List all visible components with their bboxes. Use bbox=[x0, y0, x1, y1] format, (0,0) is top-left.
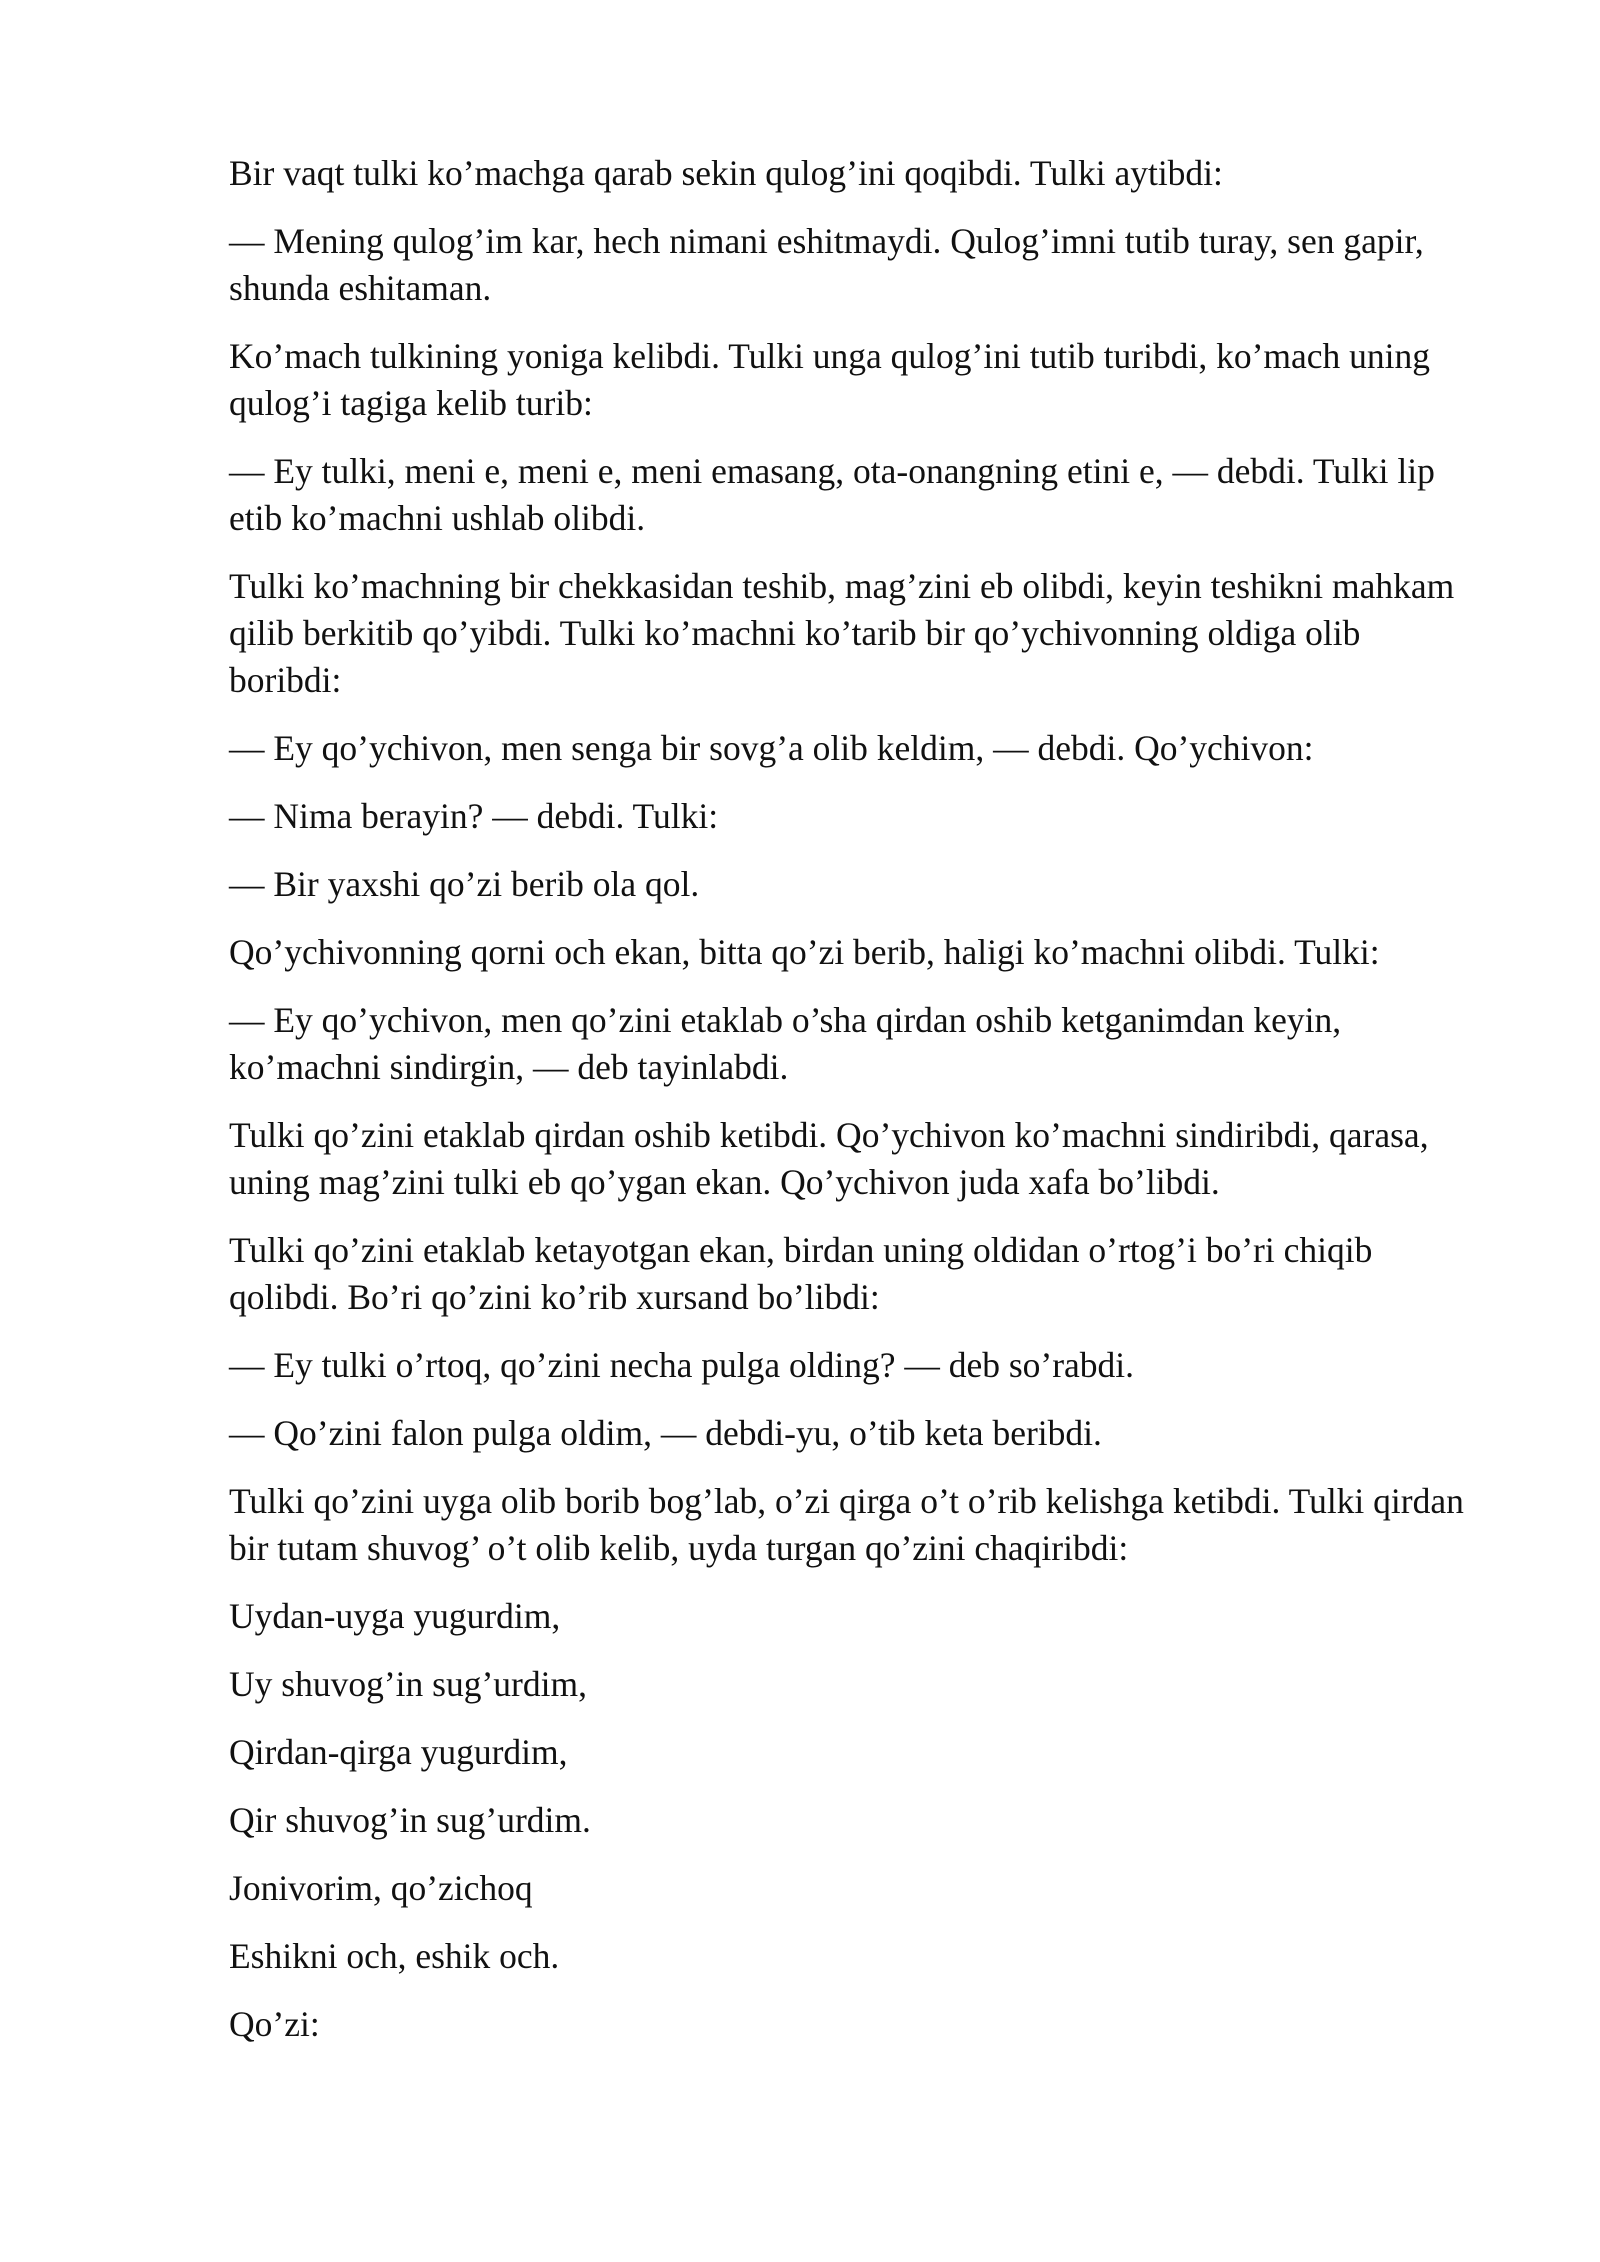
paragraph-dialogue: — Nima berayin? — debdi. Tulki: bbox=[229, 796, 719, 836]
paragraph: Qo’ychivonning qorni och ekan, bitta qo’zi berib, haligi ko’machni olibdi. Tulki: bbox=[229, 932, 1380, 972]
paragraph: Tulki ko’machning bir chekkasidan teshib, mag’zini eb olibdi, keyin teshikni mahkam qilib berkitib qo’yibdi. Tulki ko’machni ko’tarib bir qo’ychivonning oldiga olib boribdi: bbox=[229, 566, 1455, 700]
paragraph: Tulki qo’zini etaklab ketayotgan ekan, birdan uning oldidan o’rtog’i bo’ri chiqib qolibdi. Bo’ri qo’zini ko’rib xursand bo’libdi: bbox=[229, 1230, 1373, 1317]
paragraph-dialogue: — Ey tulki, meni e, meni e, meni emasang, ota-onangning etini e, — debdi. Tulki lip etib ko’machni ushlab olibdi. bbox=[229, 451, 1435, 538]
verse-line: Qir shuvog’in sug’urdim. bbox=[229, 1800, 591, 1840]
paragraph-dialogue: — Bir yaxshi qo’zi berib ola qol. bbox=[229, 864, 700, 904]
paragraph: Tulki qo’zini uyga olib borib bog’lab, o’zi qirga o’t o’rib kelishga ketibdi. Tulki qirdan bir tutam shuvog’ o’t olib kelib, uyda turgan qo’zini chaqiribdi: bbox=[229, 1481, 1464, 1568]
verse-line: Uy shuvog’in sug’urdim, bbox=[229, 1664, 587, 1704]
paragraph: Ko’mach tulkining yoniga kelibdi. Tulki unga qulog’ini tutib turibdi, ko’mach uning qulog’i tagiga kelib turib: bbox=[229, 336, 1431, 423]
verse-line: Jonivorim, qo’zichoq bbox=[229, 1868, 533, 1908]
paragraph-dialogue: — Mening qulog’im kar, hech nimani eshitmaydi. Qulog’imni tutib turay, sen gapir, shunda eshitaman. bbox=[229, 221, 1424, 308]
paragraph-dialogue: — Ey qo’ychivon, men qo’zini etaklab o’sha qirdan oshib ketganimdan keyin, ko’machni sindirgin, — deb tayinlabdi. bbox=[229, 1000, 1342, 1087]
verse-line: Eshikni och, eshik och. bbox=[229, 1936, 560, 1976]
verse-line: Qirdan-qirga yugurdim, bbox=[229, 1732, 568, 1772]
verse-line: Uydan-uyga yugurdim, bbox=[229, 1596, 561, 1636]
story-text bbox=[229, 150, 1474, 2069]
paragraph-dialogue: — Qo’zini falon pulga oldim, — debdi-yu, o’tib keta beribdi. bbox=[229, 1413, 1102, 1453]
paragraph: Tulki qo’zini etaklab qirdan oshib ketibdi. Qo’ychivon ko’machni sindiribdi, qarasa, uning mag’zini tulki eb qo’ygan ekan. Qo’ychivon juda xafa bo’libdi. bbox=[229, 1115, 1429, 1202]
paragraph-dialogue: — Ey qo’ychivon, men senga bir sovg’a olib keldim, — debdi. Qo’ychivon: bbox=[229, 728, 1314, 768]
speaker-line: Qo’zi: bbox=[229, 2004, 320, 2044]
paragraph-dialogue: — Ey tulki o’rtoq, qo’zini necha pulga olding? — deb so’rabdi. bbox=[229, 1345, 1135, 1385]
paragraph-intro: Bir vaqt tulki ko’machga qarab sekin qulog’ini qoqibdi. Tulki aytibdi: bbox=[229, 153, 1223, 193]
